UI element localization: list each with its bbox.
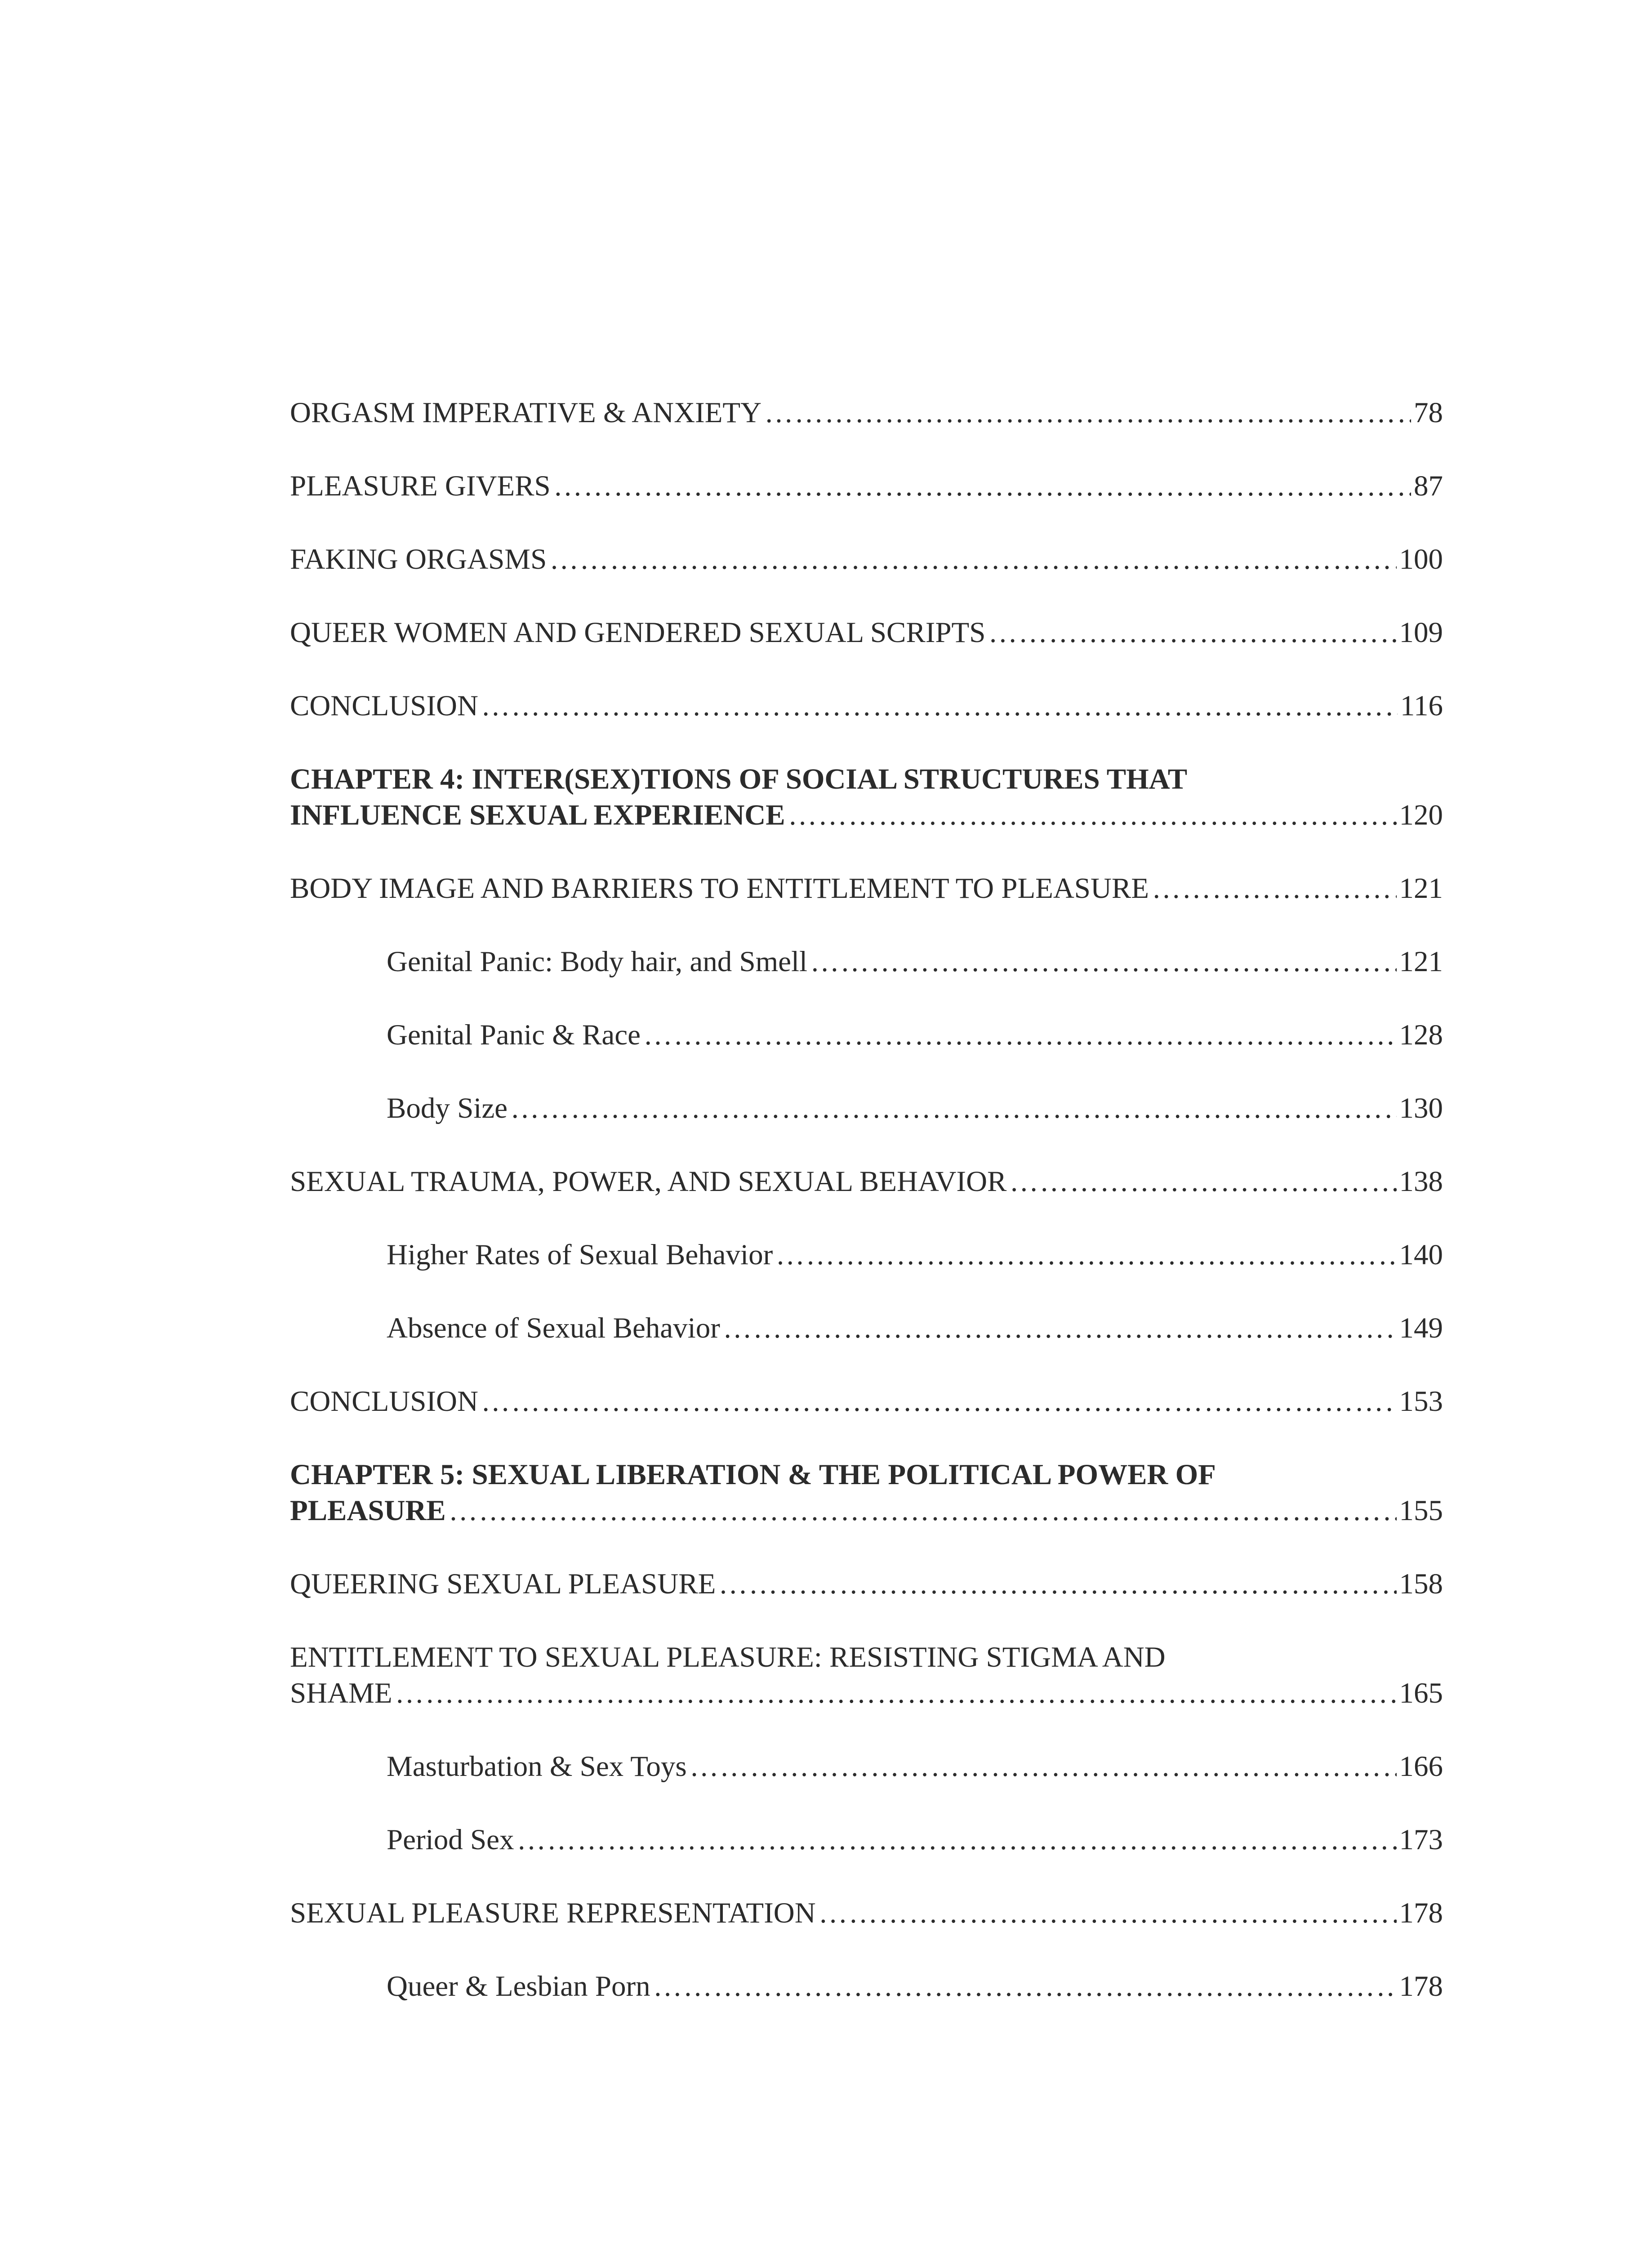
- toc-entry-queering-pleasure: [290, 1566, 1443, 1602]
- toc-entry-title: Higher Rates of Sexual Behavior: [387, 1239, 773, 1271]
- toc-entry-title: Period Sex: [387, 1824, 514, 1856]
- dot-leader: [764, 395, 1411, 431]
- toc-entry-representation: [290, 1895, 1443, 1931]
- toc-subentry-absence: [387, 1310, 1443, 1346]
- toc-page-number: 128: [1399, 1019, 1443, 1051]
- toc-entry-sexual-trauma: [290, 1164, 1443, 1200]
- toc-page-number: 100: [1399, 543, 1443, 575]
- dot-leader: [1152, 870, 1397, 906]
- toc-entry-conclusion-ch4: [290, 1383, 1443, 1419]
- toc-entry-title: Queer & Lesbian Porn: [387, 1970, 650, 2003]
- dot-leader: [788, 797, 1397, 833]
- toc-page-number: 121: [1399, 872, 1443, 905]
- toc-page-number: 165: [1399, 1677, 1443, 1709]
- dot-leader: [395, 1675, 1397, 1711]
- toc-page-number: 178: [1399, 1970, 1443, 2003]
- dot-leader: [988, 615, 1396, 651]
- toc-entry-title: Absence of Sexual Behavior: [387, 1312, 720, 1344]
- toc-entry-orgasm-imperative: [290, 395, 1443, 431]
- toc-entry-body-image: [290, 870, 1443, 906]
- toc-chapter-title-line1: CHAPTER 4: INTER(SEX)TIONS OF SOCIAL STRUCTURES THAT: [290, 763, 1188, 795]
- toc-chapter-title-line2: INFLUENCE SEXUAL EXPERIENCE: [290, 799, 785, 831]
- toc-page-number: 153: [1399, 1385, 1443, 1418]
- toc-subentry-higher-rates: [387, 1237, 1443, 1273]
- toc-page-number: 173: [1399, 1824, 1443, 1856]
- toc-entry-title: CONCLUSION: [290, 1385, 478, 1418]
- toc-subentry-queer-porn: [387, 1968, 1443, 2004]
- toc-entry-title: BODY IMAGE AND BARRIERS TO ENTITLEMENT TO PLEASURE: [290, 872, 1149, 905]
- toc-entry-faking-orgasms: [290, 541, 1443, 577]
- toc-page-number: 130: [1399, 1092, 1443, 1124]
- toc-entry-title: Genital Panic & Race: [387, 1019, 641, 1051]
- dot-leader: [819, 1895, 1397, 1931]
- toc-page-number: 166: [1399, 1750, 1443, 1783]
- dot-leader: [449, 1493, 1397, 1529]
- toc-entry-entitlement: [290, 1639, 1443, 1711]
- toc-subentry-masturbation: [387, 1748, 1443, 1784]
- toc-subentry-genital-panic-race: [387, 1017, 1443, 1053]
- dot-leader: [653, 1968, 1397, 2004]
- dot-leader: [775, 1237, 1396, 1273]
- dot-leader: [690, 1748, 1397, 1784]
- table-of-contents: [290, 395, 1443, 2042]
- dot-leader: [718, 1566, 1396, 1602]
- toc-entry-title-line1: ENTITLEMENT TO SEXUAL PLEASURE: RESISTING STIGMA AND: [290, 1641, 1166, 1673]
- dot-leader: [481, 688, 1398, 724]
- toc-page-number: 109: [1399, 616, 1443, 649]
- toc-entry-queer-women-scripts: [290, 615, 1443, 651]
- toc-subentry-genital-panic-hair: [387, 944, 1443, 980]
- dot-leader: [481, 1383, 1397, 1419]
- toc-entry-title: SEXUAL TRAUMA, POWER, AND SEXUAL BEHAVIOR: [290, 1165, 1007, 1198]
- toc-entry-title: Genital Panic: Body hair, and Smell: [387, 946, 808, 978]
- toc-page-number: 116: [1400, 690, 1443, 722]
- toc-entry-title: PLEASURE GIVERS: [290, 470, 551, 502]
- toc-chapter-4: [290, 761, 1443, 833]
- dot-leader: [643, 1017, 1397, 1053]
- toc-page-number: 155: [1399, 1494, 1443, 1527]
- toc-entry-pleasure-givers: [290, 468, 1443, 504]
- toc-chapter-5: [290, 1457, 1443, 1529]
- toc-subentry-period-sex: [387, 1822, 1443, 1858]
- toc-entry-conclusion-ch3: [290, 688, 1443, 724]
- toc-page-number: 140: [1399, 1239, 1443, 1271]
- dot-leader: [810, 944, 1396, 980]
- toc-chapter-title-line2: PLEASURE: [290, 1494, 446, 1527]
- toc-entry-title: CONCLUSION: [290, 690, 478, 722]
- dot-leader: [1009, 1164, 1396, 1200]
- toc-subentry-body-size: [387, 1090, 1443, 1126]
- toc-chapter-title-line1: CHAPTER 5: SEXUAL LIBERATION & THE POLITICAL POWER OF: [290, 1459, 1216, 1491]
- toc-page-number: 138: [1399, 1165, 1443, 1198]
- toc-page-number: 149: [1399, 1312, 1443, 1344]
- toc-page-number: 120: [1399, 799, 1443, 831]
- toc-entry-title: SEXUAL PLEASURE REPRESENTATION: [290, 1897, 816, 1929]
- toc-entry-title: QUEERING SEXUAL PLEASURE: [290, 1568, 716, 1600]
- dot-leader: [517, 1822, 1396, 1858]
- toc-page-number: 178: [1399, 1897, 1443, 1929]
- toc-entry-title: FAKING ORGASMS: [290, 543, 547, 575]
- toc-page-number: 158: [1399, 1568, 1443, 1600]
- dot-leader: [549, 541, 1396, 577]
- dot-leader: [553, 468, 1411, 504]
- dot-leader: [723, 1310, 1397, 1346]
- toc-entry-title: Masturbation & Sex Toys: [387, 1750, 687, 1783]
- toc-page-number: 78: [1414, 397, 1443, 429]
- dot-leader: [510, 1090, 1396, 1126]
- toc-page-number: 121: [1399, 946, 1443, 978]
- toc-entry-title: ORGASM IMPERATIVE & ANXIETY: [290, 397, 762, 429]
- toc-entry-title-line2: SHAME: [290, 1677, 392, 1709]
- toc-page-number: 87: [1414, 470, 1443, 502]
- toc-entry-title: QUEER WOMEN AND GENDERED SEXUAL SCRIPTS: [290, 616, 986, 649]
- toc-entry-title: Body Size: [387, 1092, 508, 1124]
